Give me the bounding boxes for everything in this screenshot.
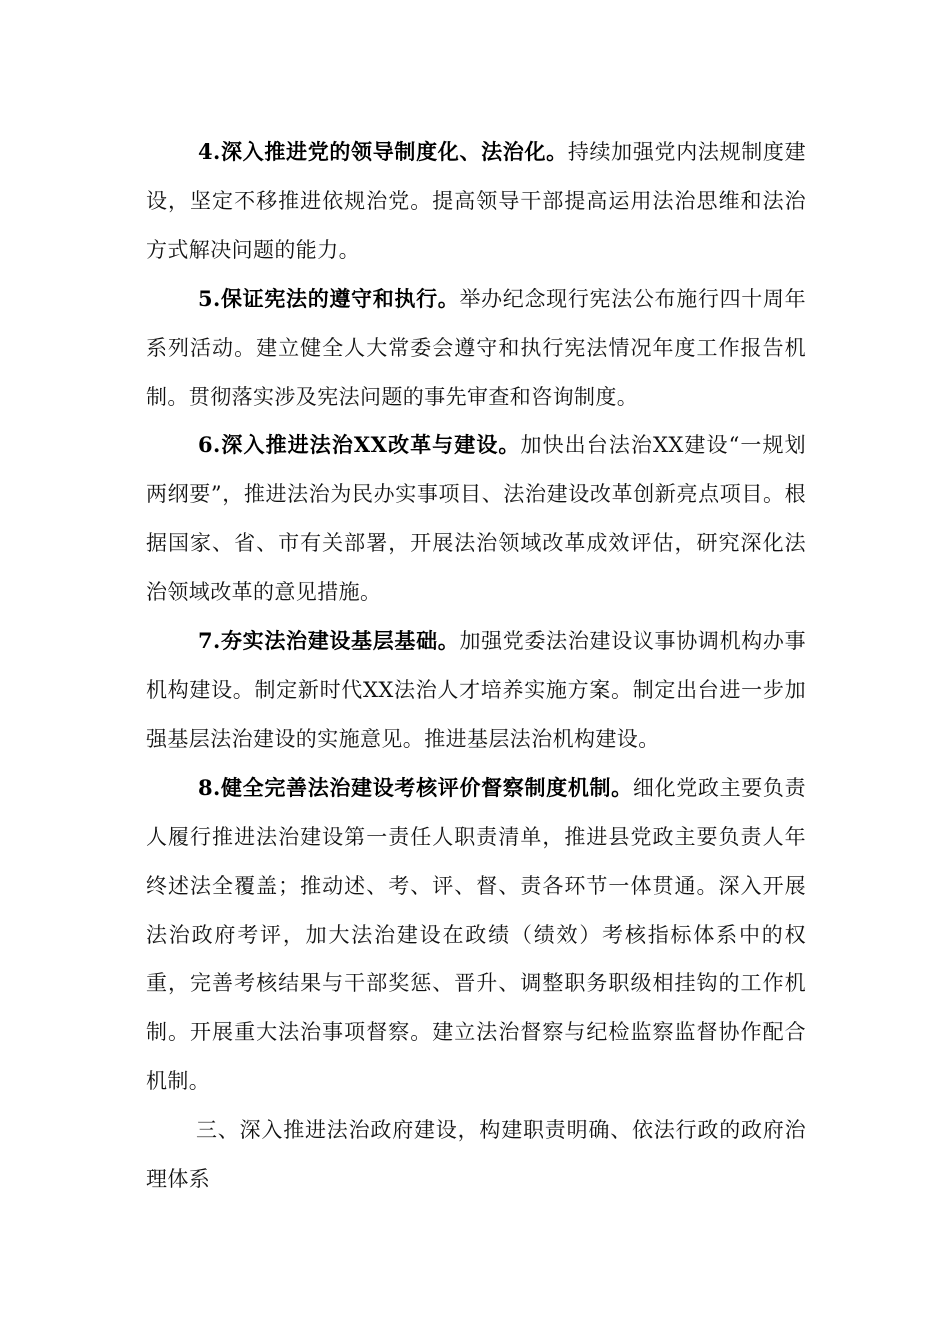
document-page (146, 128, 806, 1204)
paragraph-6 (146, 421, 806, 617)
paragraph-5 (146, 275, 806, 422)
paragraph-lead: 7.夯实法治建设基层基础。 (198, 628, 460, 654)
paragraph-lead: 6.深入推进法治XX改革与建设。 (198, 432, 521, 458)
paragraph-lead: 5.保证宪法的遵守和执行。 (198, 285, 460, 311)
paragraph-body: 举办纪念现行宪法公布施行四十周年系列活动。建立健全人大常委会遵守和执行宪法情况年度工作报告机制。贯彻落实涉及宪法问题的事先审查和咨询制度。 (146, 286, 807, 409)
section-heading: 三、深入推进法治政府建设，构建职责明确、依法行政的政府治理体系 (146, 1118, 806, 1192)
paragraph-lead: 4.深入推进党的领导制度化、法治化。 (198, 139, 568, 164)
paragraph-body: 加强党委法治建设议事协调机构办事机构建设。制定新时代XX法治人才培养实施方案。制定出台进一步加强基层法治建设的实施意见。推进基层法治机构建设。 (146, 629, 807, 751)
paragraph-lead: 8.健全完善法治建设考核评价督察制度机制。 (198, 774, 633, 800)
paragraph-8 (146, 764, 806, 1106)
paragraph-4 (146, 128, 806, 275)
paragraph-body: 持续加强党内法规制度建设，坚定不移推进依规治党。提高领导干部提高运用法治思维和法治方式解决问题的能力。 (146, 140, 806, 262)
paragraph-body: 细化党政主要负责人履行推进法治建设第一责任人职责清单，推进县党政主要负责人年终述法全覆盖；推动述、考、评、督、责各环节一体贯通。深入开展法治政府考评，加大法治建设在政绩（绩效）考核指标体系中的权重，完善考核结果与干部奖惩、晋升、调整职务职级相挂钩的工作机制。开展重大法治事项督察。建立法治督察与纪检监察监督协作配合机制。 (146, 775, 806, 1094)
paragraph-7 (146, 617, 806, 764)
paragraph-body: 加快出台法治XX建设“一规划两纲要”，推进法治为民办实事项目、法治建设改革创新亮点项目。根据国家、省、市有关部署，开展法治领域改革成效评估，研究深化法治领域改革的意见措施。 (146, 433, 806, 605)
